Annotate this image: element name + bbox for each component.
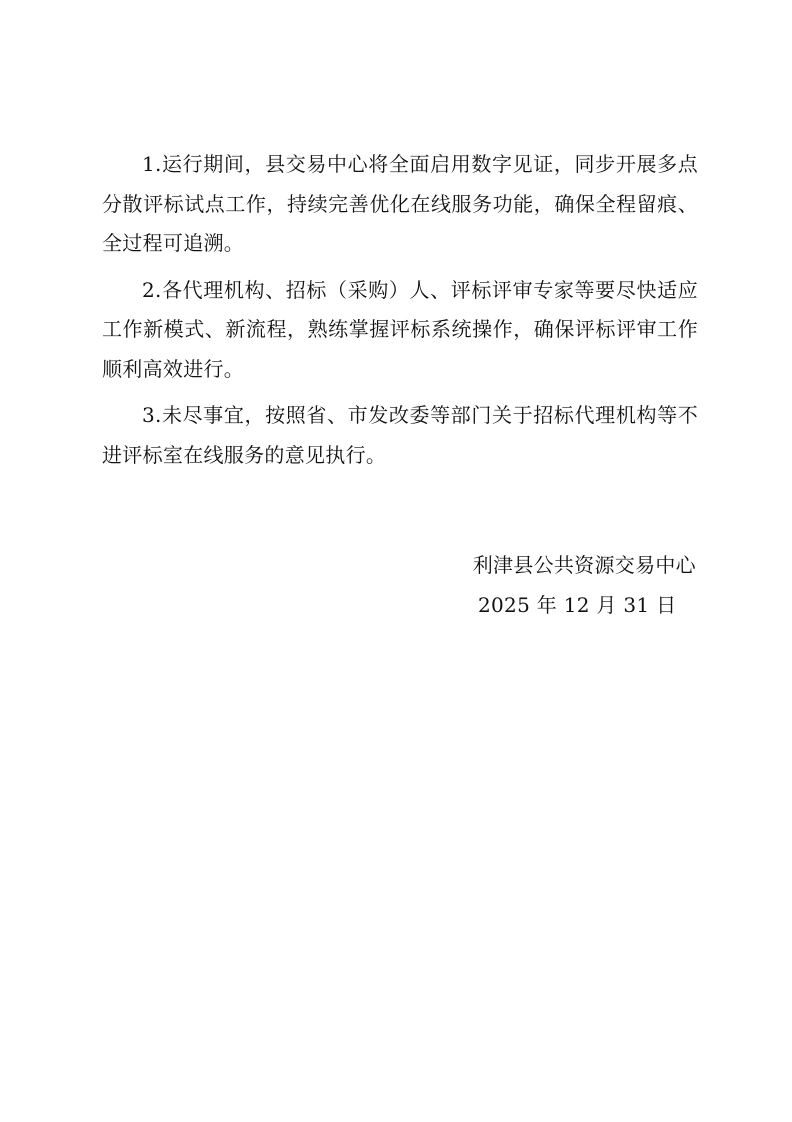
document-body <box>102 145 698 482</box>
issuing-organization: 利津县公共资源交易中心 <box>472 553 696 577</box>
paragraph-item-2: 2.各代理机构、招标（采购）人、评标评审专家等要尽快适应工作新模式、新流程，熟练掌握评标系统操作，确保评标评审工作顺利高效进行。 <box>102 277 698 381</box>
signature-block <box>420 546 696 625</box>
issue-date: 2025 年 12 月 31 日 <box>478 592 677 617</box>
paragraph-item-3: 3.未尽事宜，按照省、市发改委等部门关于招标代理机构等不进评标室在线服务的意见执行。 <box>102 403 698 467</box>
paragraph-item-1: 1.运行期间，县交易中心将全面启用数字见证，同步开展多点分散评标试点工作，持续完善优化在线服务功能，确保全程留痕、全过程可追溯。 <box>102 152 698 255</box>
